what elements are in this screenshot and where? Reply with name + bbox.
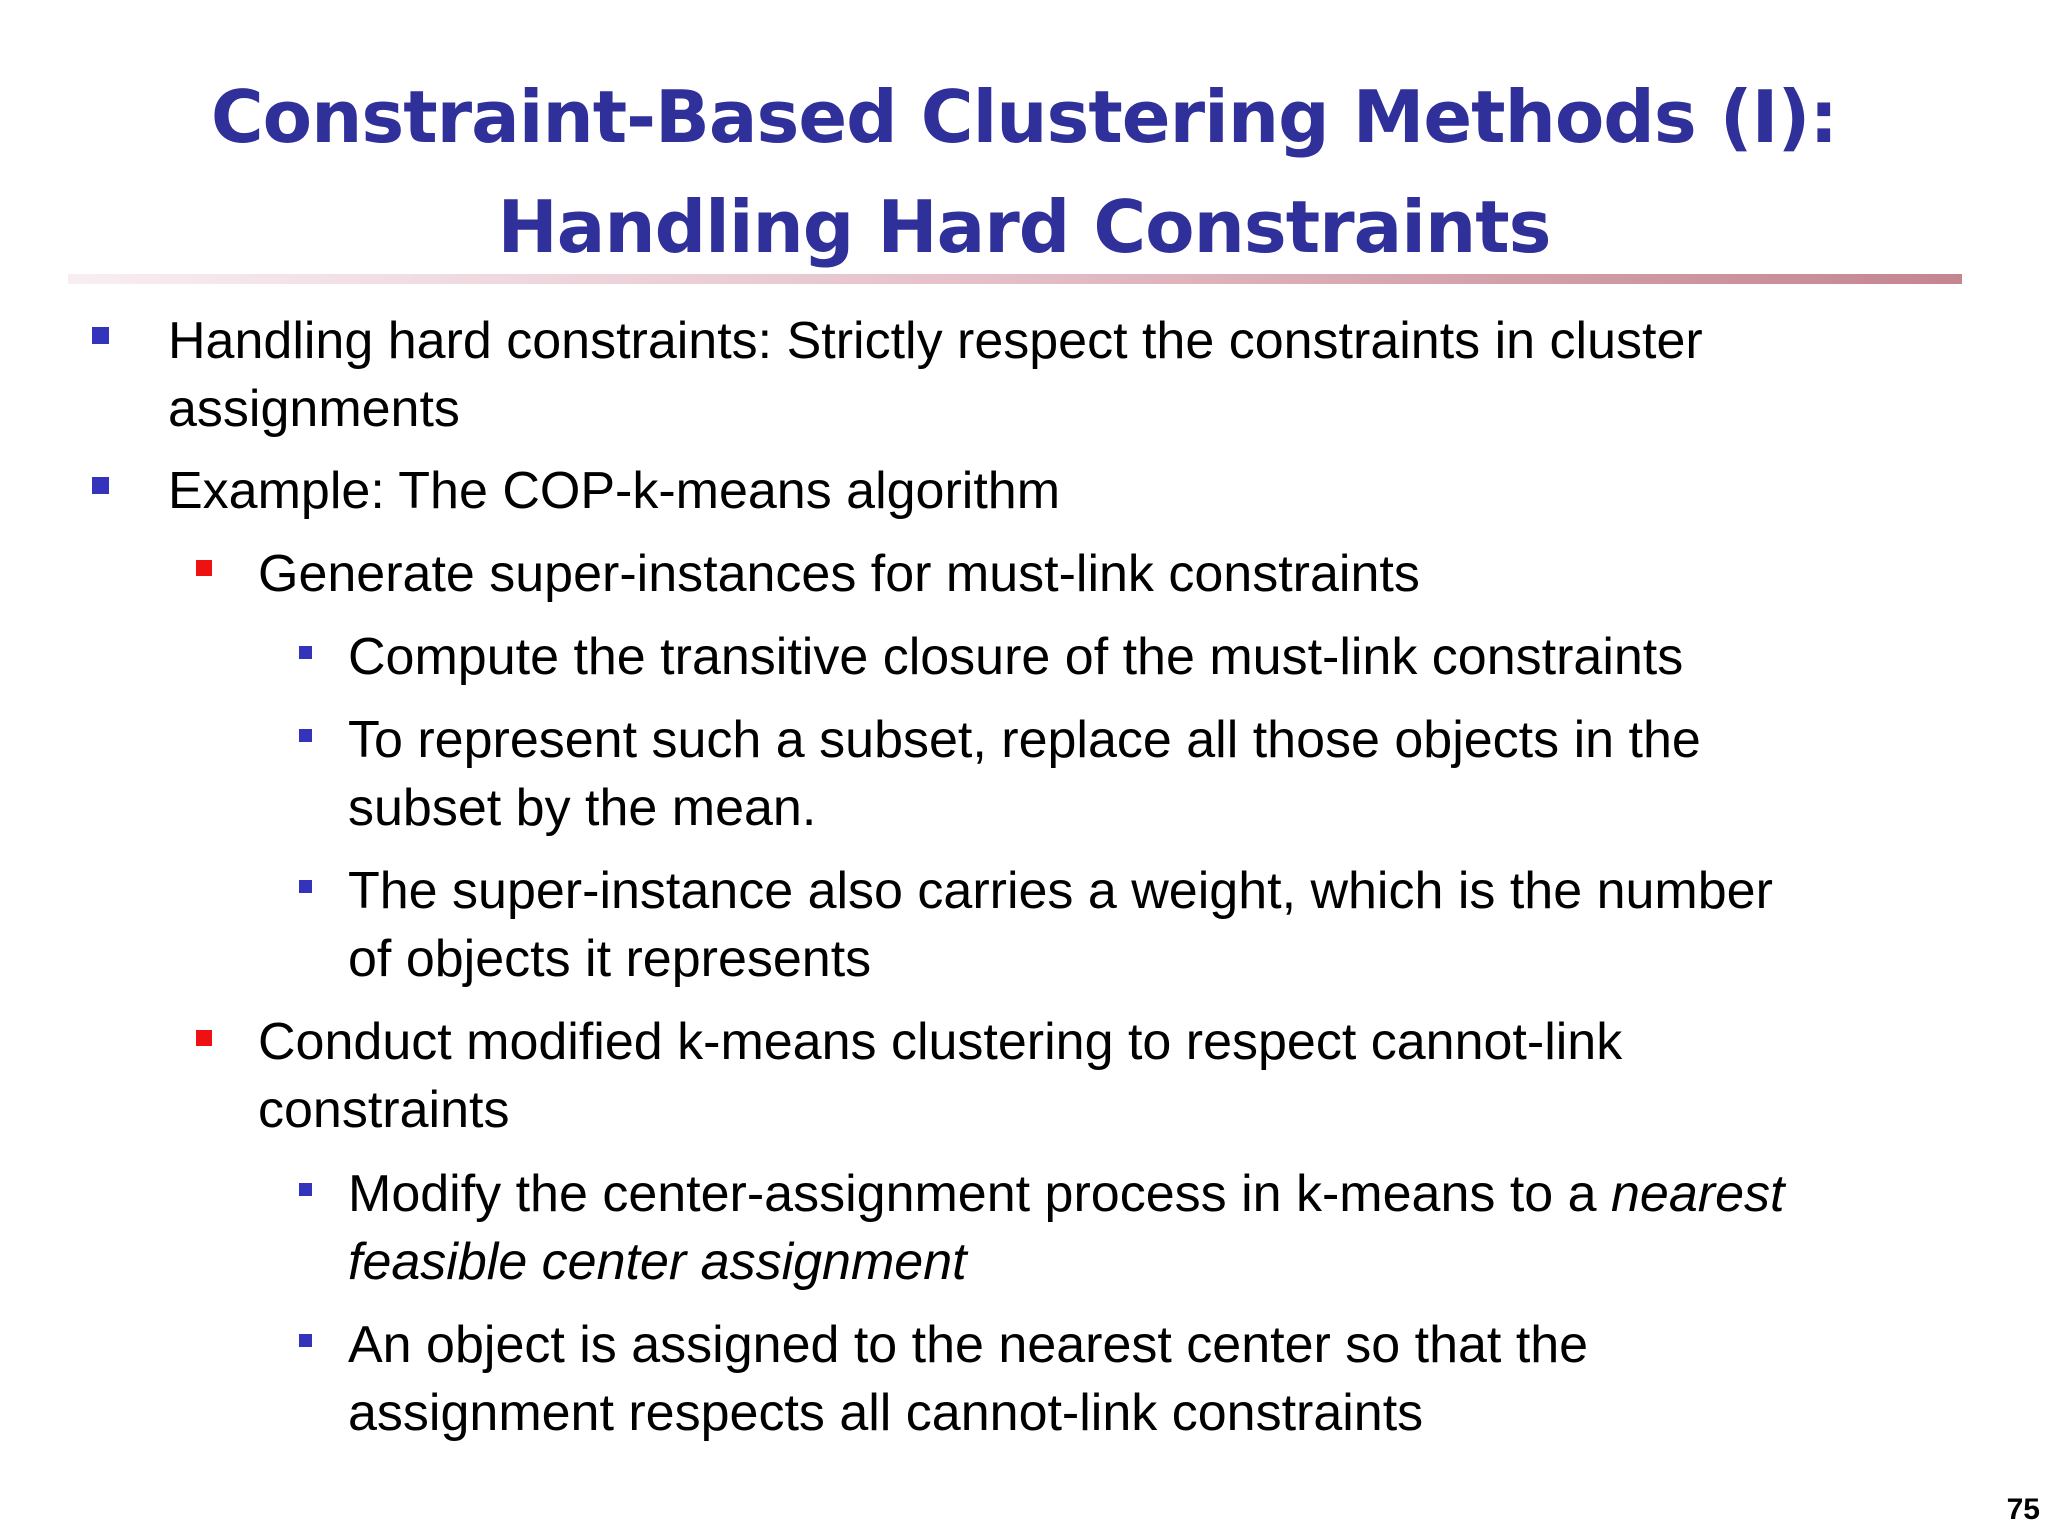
bullet-square-icon [299, 880, 312, 893]
bullet-text: assignment respects all cannot-link constraints [348, 1384, 1424, 1442]
bullet-text: Generate super-instances for must-link constraints [258, 545, 1420, 603]
bullet-item [348, 623, 1683, 691]
bullet-square-icon [92, 477, 109, 494]
bullet-item [258, 540, 1420, 608]
bullet-text: subset by the mean. [348, 779, 817, 837]
bullet-emphasis-text: nearest [1611, 1165, 1785, 1223]
bullet-square-icon [299, 646, 312, 659]
bullet-item [258, 1008, 1622, 1144]
bullet-text-line [348, 1160, 1784, 1228]
bullet-text: assignments [168, 380, 460, 438]
bullet-square-icon [92, 327, 109, 344]
bullet-square-icon [196, 1030, 212, 1046]
bullet-text: Conduct modified k-means clustering to respect cannot-link [258, 1013, 1623, 1071]
bullet-text: Modify the center-assignment process in k-means to a [348, 1165, 1612, 1223]
bullet-item [348, 857, 1773, 993]
bullet-text: of objects it represents [348, 930, 872, 988]
bullet-text: Compute the transitive closure of the must-link constraints [348, 628, 1684, 686]
bullet-item [168, 457, 1060, 525]
bullet-item [168, 307, 1703, 443]
title-line-1: Constraint-Based Clustering Methods (I): [210, 75, 1838, 159]
bullet-emphasis-text: feasible center assignment [348, 1233, 967, 1291]
bullet-item [348, 706, 1701, 842]
bullet-text: Example: The COP-k-means algorithm [168, 462, 1061, 520]
page-number: 75 [2006, 1493, 2040, 1526]
bullet-square-icon [299, 1334, 312, 1347]
title-line-2: Handling Hard Constraints [497, 185, 1551, 269]
bullet-square-icon [196, 560, 212, 576]
bullet-text: The super-instance also carries a weight, which is the number [348, 862, 1773, 920]
bullet-square-icon [299, 729, 312, 742]
bullet-item [348, 1160, 1784, 1296]
bullet-text: An object is assigned to the nearest center so that the [348, 1316, 1589, 1374]
bullet-text: To represent such a subset, replace all those objects in the [348, 711, 1701, 769]
bullet-text: constraints [258, 1081, 510, 1139]
bullet-square-icon [299, 1183, 312, 1196]
slide-title [70, 62, 1978, 282]
bullet-text: Handling hard constraints: Strictly respect the constraints in cluster [168, 312, 1703, 370]
bullet-item [348, 1311, 1588, 1447]
title-divider [68, 274, 1962, 284]
